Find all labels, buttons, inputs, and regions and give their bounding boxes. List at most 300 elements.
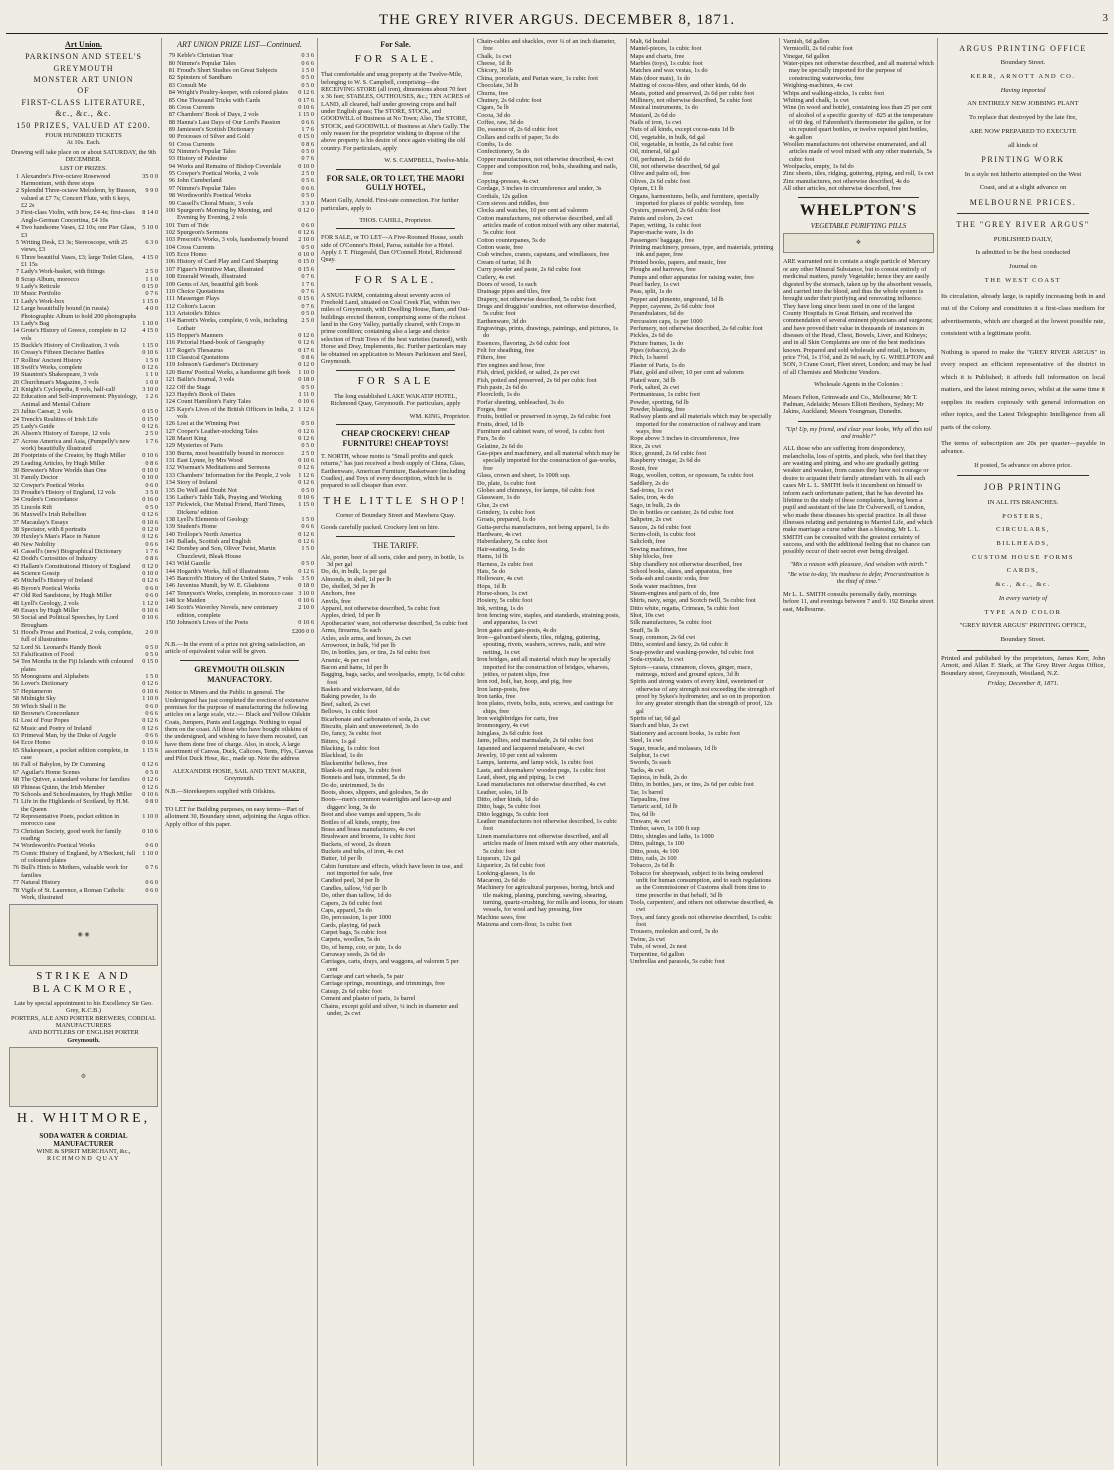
prize-row [165,170,314,177]
tariff-item: Candied peel, 3d per lb [321,877,380,885]
prize-number: 51 [12,628,19,636]
prize-number: 138 [165,516,175,523]
prize-row [9,386,158,393]
all-kinds: all kinds of [1008,141,1038,149]
tariff-item: Toys, and fancy goods not otherwise described, 1s cubic foot [630,913,772,929]
prize-value: 0 12 6 [142,422,158,430]
tariff-item: Anvils, free [321,597,351,605]
prize-title: Count Hamilton's Fairy Tales [177,398,251,406]
prize-value: 1 5 0 [301,67,314,75]
prize-row [9,791,158,798]
prize-value: 0 3 6 [301,52,314,60]
prize-title: Pictorial Hand-book of Geography [177,339,265,347]
prize-title: Consult Me [177,81,207,89]
prize-title: Macaulay's Essays [21,518,69,526]
prize-value: 1 5 0 [301,516,314,523]
prize-number: 68 [12,776,19,784]
tariff-item: Bonnets and hats, trimmed, 5s do [321,774,406,782]
fs5-body: The long established LAKE WAKATIP HOTEL, Richmond Quay, Greymouth. For particulars, apply [330,393,461,408]
tariff-item: Fruits, dried, 1d lb [477,420,524,428]
prize-title: Student's Home [177,523,217,531]
tariff-item: Horse-shoes, 1s cwt [477,589,528,597]
divider [336,169,455,170]
tariff-item: Perambulators, 6d do [630,310,684,318]
fs1-body: That comfortable and snug property at the Twelve-Mile, belonging to W. S. Campbell, comprising—the RECEIVING STORE (all iron), dimensions about 70 feet x 36 feet; STABLES, OUTHOUSES, &c.; TEN ACRES of LAND, all cleared, half under growing crops and half under English grass; The STORE, STOCK, and GOODWILL of Business at No Town; Also, The STORE, STOCK, and GOODWILL of Business at Ahe's Gully. The only reason for the proprietor wishing to dispose of the above property is his desire of once again visiting the old country. For particulars, apply [321,71,470,152]
prize-title: Bailie's Journal, 3 vols [177,376,235,384]
prize-value: 3 5 0 [145,489,158,497]
tariff-item: Hardware, 4s cwt [477,531,522,539]
prize-row [9,570,158,577]
prize-number: 92 [168,148,175,156]
prize-row [165,244,314,251]
prize-value: 0 12 6 [142,717,158,725]
tariff-item: Cocoa, 3d do [477,111,511,119]
tariff-item: Lasts, and shoemakers' wooden pegs, 1s cubic foot [477,766,606,774]
tariff-item: Ditto, bags, 5s cubic foot [477,803,541,811]
tariff-item: Drugs and druggists' sundries, not otherwise described, 5s cubic foot [477,302,616,318]
tariff-item: School books, slates, and apparatus, free [630,567,733,575]
tariff-item: Glassware, 1s do [477,494,520,502]
prize-number: 119 [165,361,175,369]
prize-title: History of Card Play and Card Sharping [177,258,279,266]
tariff-item: Drainage pipes and tiles, free [477,288,551,296]
prize-row [165,74,314,81]
tariff-item: Mustard, 2s 6d do [630,111,676,119]
prize-number: 45 [12,577,19,585]
tariff-item: Filters, free [477,354,507,362]
prize-value: 0 16 0 [142,496,158,504]
prize-row [9,173,158,188]
tariff-item: Rosin, free [630,464,658,472]
tariff-item: Cigars, 5s lb [477,104,509,112]
tariff-item: Ploughs and harrows, free [630,266,696,274]
prize-value: 0 12 6 [142,680,158,688]
prize-row [165,281,314,288]
prize-row [165,266,314,273]
smith-tail: Mr L. L. SMITH consults personally daily, mornings before 11, and evenings between 7 and 9. 192 Bourke street east, Melbourne. [783,590,934,613]
tariff-item: Axles, axle arms, and boxes, 2s cwt [321,634,412,642]
smith-body: ALL those who are suffering from despondency, melancholia, loss of spirits, and pluck, who feel that they are wasting and pining, and who are gradually getting weaker and weaker, from causes they have not courage or desire to acquaint their family attendant with. In all such cases Mr L. L. SMITH feels it incumbent on himself to inform each unfortunate patient, that he has devoted his lifetime to the study of these complaints, having been a pupil and assistant of the late Dr Culverwell, of London, who made these diseases his special practice. In all those illnesses relating and pertaining to Married Life, and which make marriage a curse rather than a blessing, Mr L. L. SMITH can be consulted with the greatest certainty of success, and with the additional feeling that no chance can possibly occur of their secret ever being divulged. [783,445,933,556]
tariff-item: Do do, untrimmed, 3s do [321,781,384,789]
prize-number: 120 [165,368,175,376]
prize-number: 70 [12,790,19,798]
prize-number: 108 [165,273,175,281]
tariff-item: Tea, 6d lb [630,810,655,818]
tariff-item: Zinc manufactures, not otherwise described, 4s do [783,177,910,185]
prize-row [9,541,158,548]
tariff-item: Hair-seating, 1s do [477,545,525,553]
tariff-item: Ditto, in bottles, jars, or tins, 2s 6d per cubic foot [630,781,754,789]
tariff-item: Beef, salted, 2s cwt [321,700,371,708]
tariff-item: Soap-powder and washing-powder, 6d cubic foot [630,648,754,656]
tariff-item: Plated ware, 3d lb [630,376,676,384]
prize-value: 0 7 6 [145,290,158,298]
prize-number: 110 [165,287,175,295]
tariff-item: Nuts of all kinds, except cocoa-nuts 1d lb [630,126,735,134]
intro-line: GREYMOUTH [53,63,114,73]
prize-title: Heptameron [21,687,53,695]
tariff-item: Cutlery, 4s cwt [477,273,515,281]
prize-value: 9 9 0 [145,187,158,195]
prize-row [9,769,158,776]
masthead [6,12,1108,34]
prize-row [9,555,158,562]
prize-number: 121 [165,376,175,384]
prize-title: Chambers' Information for the People, 2 vols [177,471,291,479]
prize-number: 146 [165,582,175,590]
prize-row [9,364,158,371]
prize-value: 1 0 0 [145,378,158,386]
tariff-item: Railway plants and all materials which may be specially imported for the construction of railway and tram ways, free [630,413,772,436]
prize-number: 113 [165,309,175,317]
prize-row [9,393,158,408]
prize-row [165,119,314,126]
prize-row [9,717,158,724]
prize-title: Emerald Wreath, illustrated [177,273,247,281]
prepared: ARE NOW PREPARED TO EXECUTE [969,127,1077,135]
prize-number: 81 [168,67,175,75]
intro-line: &c., &c., &c. [55,109,112,119]
prize-value: 1 7 6 [301,280,314,288]
tariff-item: Earthenware, 3d do [477,317,527,325]
prize-number: 79 [168,52,175,60]
prize-number: 66 [12,761,19,769]
prize-row [165,207,314,222]
prize-value: 0 6 6 [145,731,158,739]
tariff-item: Sad-irons, 1s cwt [630,486,674,494]
prize-number: 116 [165,339,175,347]
prize-number: 114 [165,317,175,325]
tariff-item: Maizena and corn-flour, 1s cubic foot [477,921,572,929]
tariff-item: Mantel-pieces, 1s cubic foot [630,45,702,53]
prize-row [9,600,158,607]
tariff-item: Chicory, 3d lb [477,67,513,75]
prize-title: Representative Poets, pocket edition in morocco case [21,812,120,828]
prize-title: Lord St. Leonard's Handy Book [21,643,102,651]
tariff-item: Baking powder, 1s do [321,693,377,701]
prize-row [9,349,158,356]
prize-number: 112 [165,302,175,310]
whitmore-title: H. WHITMORE, [16,1111,151,1127]
prize-title: Grote's History of Greece, complete in 12 vols [21,327,127,342]
tariff-item: Blacklead, 1s do [321,752,363,760]
prize-number: 78 [12,886,19,894]
prize-title: Aguilar's Home Scenes [21,768,80,776]
tariff-item: Cream of tartar, 1d lb [477,258,532,266]
prize-row [165,619,314,626]
prize-number: 87 [168,111,175,119]
prize-value: 0 12 6 [298,435,314,443]
art-union-intro [9,52,158,118]
tariff-item: Turpentine, 6d gallon [630,950,685,958]
tariff-item: Printing machinery, presses, type, and materials, printing ink and paper, free [630,244,774,259]
tariff-item: Vinegar, 6d gallon [783,52,830,60]
prize-title: Spectator, with 8 portraits [21,525,87,533]
tariff-item: Cards, playing, 6d pack [321,921,381,929]
prize-value: 4 15 0 [142,253,158,261]
prize-value: 0 10 0 [298,251,314,259]
prize-value: 0 5 0 [145,503,158,511]
column-prize-list-continued [162,38,318,1466]
prize-value: 0 5 0 [301,81,314,89]
prize-value: 1 15 0 [298,501,314,509]
prize-value: 0 18 0 [298,582,314,590]
page-number: 3 [1102,12,1108,24]
shop-title: THE LITTLE SHOP! [323,494,468,507]
prize-row [165,472,314,479]
prize-title: Juventus Mundi, by W. E. Gladstone [177,582,270,590]
prize-number: 23 [12,408,19,416]
prize-value: 4 15 0 [142,327,158,335]
prize-row [9,695,158,702]
tariff-item: Cotton manufactures, not otherwise described, and all articles made of cotton mixed with any other material, 5s cubic foot [477,214,620,237]
tariff-item: Carraway seeds, 2s 6d do [321,951,386,959]
prize-value: 0 12 0 [298,361,314,369]
prize-number: 122 [165,383,175,391]
prize-title: Bancroft's History of the United States, 7 vols [177,574,293,582]
job-printing: JOB PRINTING [983,482,1063,493]
prize-number: 100 [165,206,175,214]
smith-verse2: "Mix a reason with pleasure, And wisdom with mirth." [790,560,927,568]
tariff-item: Furs, 5s do [477,435,505,443]
tariff-item: Linen manufactures not otherwise described, and all articles made of linen mixed with any other materials, 5s cubic foot [477,832,619,855]
prize-title: Hanna's Last Days of Our Lord's Passion [177,118,281,126]
prize-number: 49 [12,606,19,614]
prize-row [9,423,158,430]
prize-title: Alison's History of Europe, 12 vols [21,430,110,438]
tariff-item: Wine (in wood and bottle), containing less than 25 per cent of alcohol of a specific gravity of ·825 at the temperature of 60 deg. of Fahrenheit's thermometer the gallon, or for six reputed quart bottles, or twelve reputed pint bottles, 4s gallon [783,104,934,141]
tariff-item: Pepper, cayenne, 2s 6d cubic foot [630,302,715,310]
prize-value: 0 12 6 [298,567,314,575]
tariff-item: Macaroni, 2s 6d do [477,876,526,884]
prize-number: 59 [12,702,19,710]
coast-note: Coast, and at a slight advance on [979,184,1067,192]
prize-row [165,163,314,170]
prize-row [165,200,314,207]
tariff-item: Corn sieves and riddles, free [477,199,549,207]
prize-row [165,582,314,589]
tariff-item: Isinglass, 2s 6d cubic foot [477,729,543,737]
published-daily: PUBLISHED DAILY, [993,235,1053,243]
prize-number: 54 [12,658,19,666]
tariff-item: Hops, 1d lb [477,582,507,590]
prize-row [9,305,158,320]
tariff-item: Oil, vegetable, in bulk, 6d gal [630,133,705,141]
prize-value: 0 7 6 [301,302,314,310]
prize-number: 26 [12,430,19,438]
tariff-item: Ironmongery, 4s cwt [477,722,529,730]
tariff-item: Nails of iron, 1s cwt [630,118,682,126]
prize-title: Which Shall it Be [21,702,66,710]
tariff-item: Baskets and wickerware, 6d do [321,686,400,694]
prize-row [165,545,314,560]
prize-title: Scrap Album, morocco [21,275,80,283]
imprint-date: Friday, December 8, 1871. [987,679,1059,687]
prize-number: 41 [12,548,19,555]
prize-title: Johnson's Lives of the Poets [177,619,249,627]
prize-row [165,435,314,442]
prize-title: Lady's Guide [21,422,55,430]
tariff-item: Iron lamp-posts, free [477,685,530,693]
fs5-title: FOR SALE [357,375,434,388]
tariff-item: Tapioca, in bulk, 2s do [630,773,688,781]
prize-number: 50 [12,614,19,622]
prize-title: Education and Self-improvement: Physiology, Animal and Mental Culture [21,393,138,408]
tariff-item: Swords, 5s each [630,759,671,767]
prize-value: 0 5 0 [301,442,314,450]
prize-number: 89 [168,125,175,133]
prize-number: 128 [165,435,175,443]
tariff-item: Do, plate, 1s cubic foot [477,479,536,487]
tariff-item: Blacking, 1s cubic foot [321,744,380,752]
prize-title: Comic History of England, by A'Beckett, full of coloured plates [21,849,136,865]
prize-number: 5 [15,238,19,246]
prize-row [165,52,314,59]
tariff-item: Soda-crystals, 1s cwt [630,656,684,664]
tariff-title: THE TARIFF. [372,541,419,551]
prize-title: Phineas Quinn, the Irish Member [21,783,105,791]
tariff-item: Groats, prepared, 1s do [477,516,536,524]
prize-number: 64 [12,739,19,747]
tariff-item: Boots, shoes, slippers, and goloshes, 5s do [321,789,429,797]
prize-title: Aristotle's Ethics [177,309,220,317]
tariff-item: Essences, flavoring, 2s 6d cubic foot [477,339,570,347]
prize-number: 134 [165,479,175,487]
prize-row [165,354,314,361]
prize-value: 0 5 0 [301,486,314,494]
fs5-signature: WM. KING, Proprietor. [409,412,470,420]
prize-value: 1 5 0 [301,545,314,553]
prize-title: Processes of Silver and Gold [177,133,250,141]
tariff-item: Crab winches, cranes, capstans, and windlasses, free [477,251,610,259]
prize-number: 101 [165,221,175,229]
prize-row [9,887,158,902]
prize-number: 139 [165,523,175,531]
prize-number: 96 [168,177,175,185]
tariff-item: Blacksmiths' bellows, free [321,759,388,767]
tariff-item: Almonds, in shell, 1d per lb [321,575,392,583]
tariff-item: Tinware, 4s cwt [630,818,671,826]
prize-title: Family Doctor [21,474,58,482]
tariff-item: Soda-ash and caustic soda, free [630,575,709,583]
prize-value: 0 5 0 [145,643,158,651]
prize-title: Hallam's Constitutional History of England [21,562,131,570]
tariff-item: Confectionery, 5s do [477,148,530,156]
prize-value: 0 6 0 [145,702,158,710]
tariff-item: Clocks and watches, 10 per cent ad valorem [477,207,588,215]
prize-value: 0 12 6 [142,577,158,585]
prize-title: Choice Quotations [177,287,225,295]
prize-value: 0 15 0 [298,258,314,266]
prize-title: Bull's Hints to Mothers, valuable work for families [21,864,128,879]
prize-value: 1 15 0 [298,111,314,119]
prize-title: Essays by Hugh Miller [21,606,79,614]
prize-value: 1 10 0 [142,319,158,327]
prize-title: Julius Caesar, 2 vols [21,408,73,416]
tariff-item: Hams, 1d lb [477,553,508,561]
prize-number: 132 [165,464,175,472]
nothing-spared: Nothing is spared to make the "GREY RIVER ARGUS" in every respect an efficient representative of the district in which it is Published; it affords full information on local matters, and the latest mining news, whilst at the same time it supplies its readers copiously with general information on other topics, and the Latest Telegraphic Intelligence from all parts of the colony. [941,348,1105,431]
tariff-item: Butter, 1d per lb [321,855,363,863]
prize-title: Lady's Reticule [21,283,61,291]
prize-title: Cassell's Choral Music, 3 vols [177,199,254,207]
whelpton-body: ARE warranted not to contain a single particle of Mercury or any other Mineral Substance, but to consist entirely of medicinal matters, purely Vegetable; hence they are easily digested by the stomach, taken up by the absorbent vessels, and carried into the blood, and thus the whole system is brought under their purifying and renovating influence. They have long since been used in one of the largest County Hospitals in Great Britain, and received the commendation of several eminent physicians and surgeons; and have proved their value in thousands of instances in diseases of the Head, Chest, Bowels, Liver, and Kidneys; and in all Skin Complaints are one of the best medicines known. Prepared and sold wholesale and retail, in boxes, price 7½d, 1s 1½d, and 2s 9d each, by G. WHELPTON and SON, 3 Crane Court, Fleet street, London; and may be had of all Chemists and Medicine Vendors. [783,258,934,376]
tariff-item: Chain-cables and shackles, over ¼ of an inch diameter, free [477,38,616,53]
prize-row [9,614,158,629]
prize-row [165,236,314,243]
tariff-item: Bitters, 1s gal [321,737,356,745]
fs3-body: FOR SALE, or TO LET—A Five-Roomed House, south side of O'Connor's Hotel, Paroa, suitable for a Hotel. Apply J. T. Fitzgerald, Dan O'Connell Hotel, Richmond Quay. [321,234,463,264]
prize-title: Wiseman's Meditations and Sermons [177,464,271,472]
tariff-item: Spirits and strong waters of every kind, sweetened or otherwise of any strength not exceeding the strength of proof by Sykes's hydrometer, and so on in proportion for any greater strength than the strength of proof, 12s gal [630,678,775,715]
prize-title: Lady's Work-basket, with fittings [21,268,105,276]
tariff-item: Copying-presses, 4s cwt [477,177,539,185]
prize-title: Social and Political Speeches, by Lord Brougham [21,614,119,629]
tariff-item: Steam-engines and parts of do, free [630,589,720,597]
tariff-item: Carriage springs, mountings, and trimmings, free [321,980,445,988]
prize-number: 124 [165,398,175,406]
prize-row [9,371,158,378]
prize-title: Christian Society, good work for family reading [21,827,122,843]
tariff-item: Perfumery, not otherwise described, 2s 6d cubic foot [630,325,763,333]
prize-number: 95 [168,170,175,178]
tariff-item: Curry powder and paste, 2s 6d cubic foot [477,266,581,274]
prize-value: 0 15 0 [298,133,314,141]
tariff-item: Oysters, preserved, 2s 6d cubic foot [630,207,721,215]
prize-number: 148 [165,596,175,604]
divider [336,228,455,229]
prize-value: 1 10 0 [142,812,158,820]
tariff-item: Passengers' baggage, free [630,236,695,244]
prize-value: 0 12 6 [298,228,314,236]
boundary-street: Boundary Street. [1000,635,1046,643]
tariff-item: Glue, 2s cwt [477,501,509,509]
prize-value: 0 5 0 [301,383,314,391]
prize-number: 36 [12,511,19,519]
prize-number: 4 [15,224,19,232]
drawing-notice: Drawing will take place on or about SATURDAY, the 9th DECEMBER. [11,148,156,163]
divider [957,475,1088,476]
prize-row [9,798,158,813]
prize-value: 0 7 6 [301,287,314,295]
tariff-item: Sulphur, 1s cwt [630,751,670,759]
prize-number: 22 [12,393,19,401]
prize-title: Maori King [177,435,207,443]
divider [336,370,455,371]
prize-value: 0 5 0 [145,651,158,659]
prize-title: Old Red Sandstone, by Hugh Miller [21,592,112,600]
prize-number: 37 [12,518,19,526]
prize-number: 9 [15,283,19,291]
tariff-item: Twine, 2s cwt [630,935,666,943]
prize-title: Colton's Lacon [177,302,216,310]
tariff-item: Timber, sawn, 1s 100 ft sup [630,825,700,833]
prize-row [165,568,314,575]
tariff-item: Ship blocks, free [630,553,673,561]
crockery-title: CHEAP CROCKERY! CHEAP FURNITURE! CHEAP TOYS! [341,429,450,448]
tariff-item: Oil, perfumed, 2s 6d do [630,155,690,163]
prize-value: 0 5 0 [301,74,314,82]
prize-value: 1 7 6 [301,125,314,133]
prize-row [165,347,314,354]
prize-row [9,224,158,239]
prize-row [165,251,314,258]
prize-value: 0 12 0 [298,206,314,214]
fs2-body: Maori Gully, Arnold. First-rate connection. For further particulars, apply to [321,197,459,212]
column-tariff-2 [474,38,627,1466]
prize-title: Barrett's Works, complete, 6 vols, including Lothair [177,317,288,332]
divider [798,197,919,198]
